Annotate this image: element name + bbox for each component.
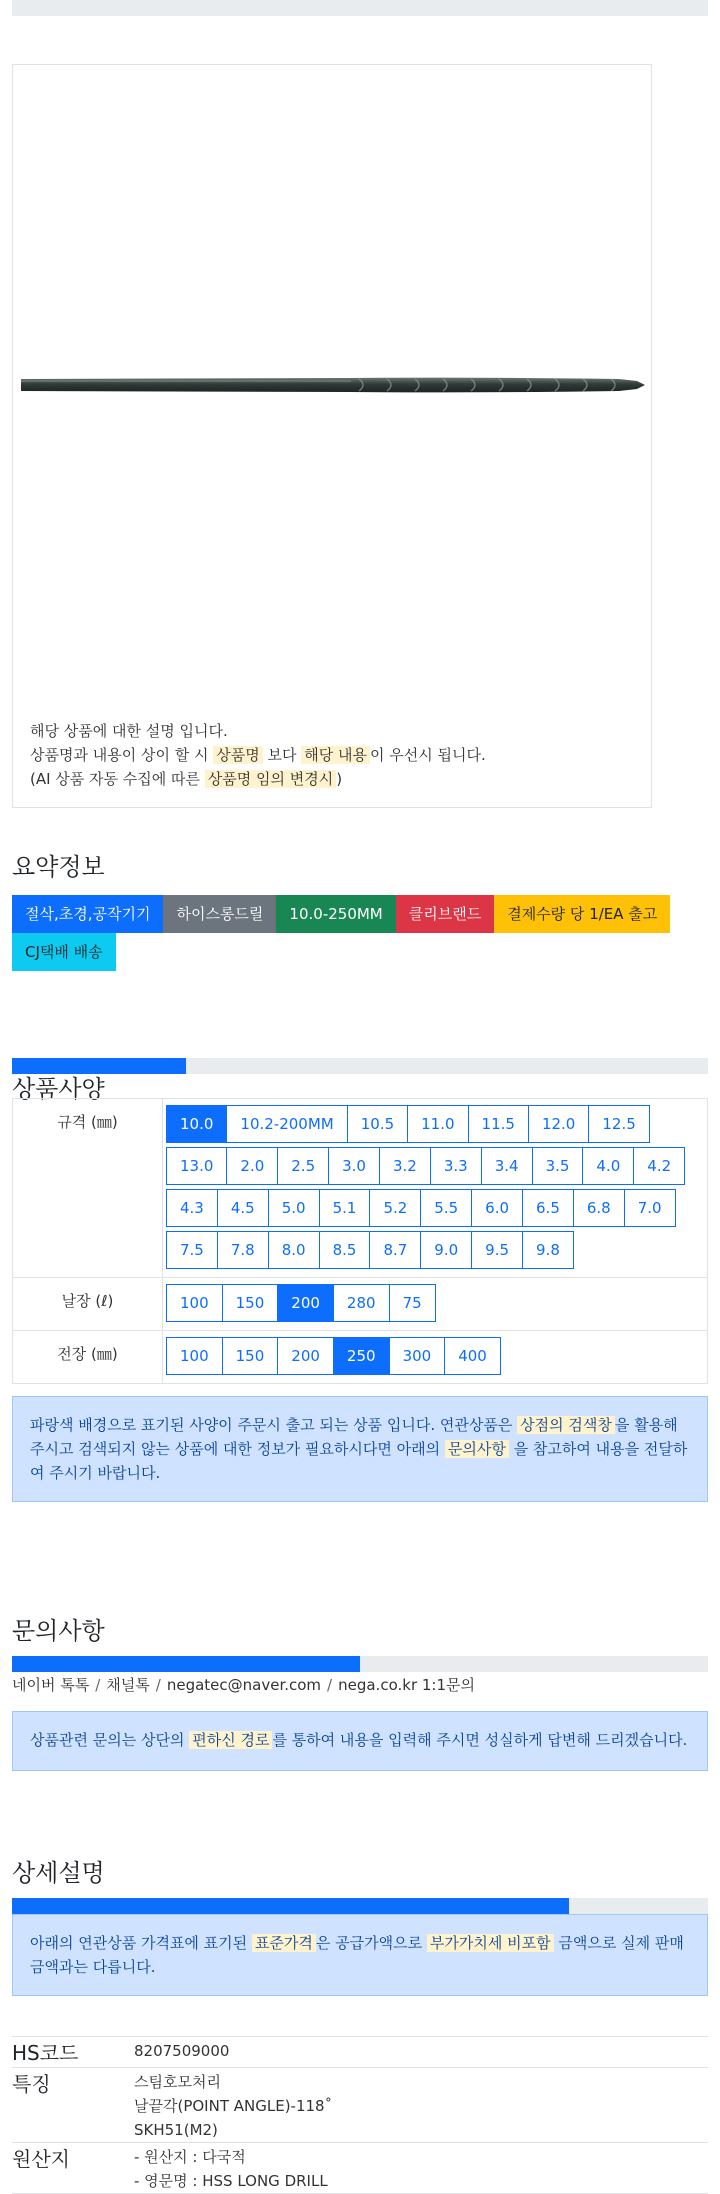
info-value-line: 스팀호모처리 bbox=[134, 2073, 221, 2091]
spec-option-button[interactable]: 5.2 bbox=[369, 1189, 421, 1227]
spec-title: 상품사양 bbox=[12, 1075, 105, 1103]
summary-badge: 10.0-250MM bbox=[276, 895, 395, 933]
spec-option-button[interactable]: 2.5 bbox=[277, 1147, 329, 1185]
spec-notice-text: 을 활용해 주시고 검색되지 않는 상품에 대한 정보가 필요하시다면 아래의 bbox=[30, 1416, 678, 1458]
spec-option-button[interactable]: 6.0 bbox=[471, 1189, 523, 1227]
info-table bbox=[12, 2036, 708, 2194]
info-key: 특징 bbox=[12, 2072, 51, 2096]
spec-label: 전장 (㎜) bbox=[13, 1331, 163, 1384]
summary-badge: 절삭,초경,공작기기 bbox=[12, 895, 163, 933]
spec-option-button[interactable]: 4.2 bbox=[633, 1147, 685, 1185]
detail-notice-text: 아래의 연관상품 가격표에 표기된 bbox=[30, 1934, 252, 1952]
info-value bbox=[134, 2037, 229, 2067]
spec-option-button[interactable]: 5.1 bbox=[319, 1189, 371, 1227]
spec-option-button[interactable]: 280 bbox=[333, 1284, 390, 1322]
spec-option-button[interactable]: 3.5 bbox=[532, 1147, 584, 1185]
summary-badges bbox=[12, 895, 712, 971]
contact-link[interactable]: 채널톡 bbox=[106, 1676, 150, 1694]
description-text: ) bbox=[336, 770, 343, 788]
spec-row bbox=[13, 1099, 708, 1278]
spec-option-button[interactable]: 5.0 bbox=[268, 1189, 320, 1227]
description-text: 보다 bbox=[262, 746, 302, 764]
contact-link[interactable]: nega.co.kr 1:1문의 bbox=[338, 1676, 475, 1694]
spec-row bbox=[13, 1331, 708, 1384]
contact-link[interactable]: negatec@naver.com bbox=[166, 1676, 322, 1694]
drill-image bbox=[19, 373, 645, 397]
info-row bbox=[12, 2143, 708, 2194]
info-key: 원산지 bbox=[12, 2147, 70, 2171]
detail-notice-text: 금액으로 실제 판매금액과는 다릅니다. bbox=[30, 1934, 684, 1976]
inquiry-notice-text: 상품관련 문의는 상단의 bbox=[30, 1731, 190, 1749]
summary-badge: CJ택배 배송 bbox=[12, 933, 116, 971]
inquiry-notice-text: 를 통하여 내용을 입력해 주시면 성실하게 답변해 드리겠습니다. bbox=[272, 1731, 688, 1749]
spec-notice-highlight: 문의사항 bbox=[445, 1440, 509, 1458]
spec-option-button[interactable]: 4.5 bbox=[217, 1189, 269, 1227]
spec-option-button[interactable]: 12.5 bbox=[588, 1105, 649, 1143]
description-highlight: 해당 내용 bbox=[301, 746, 370, 764]
description-highlight: 상품명 임의 변경시 bbox=[205, 770, 336, 788]
spec-notice bbox=[12, 1396, 708, 1502]
spec-option-button[interactable]: 8.5 bbox=[319, 1231, 371, 1269]
summary-badge: 결제수량 당 1/EA 출고 bbox=[494, 895, 670, 933]
spec-label: 규격 (㎜) bbox=[13, 1099, 163, 1278]
spec-label: 날장 (ℓ) bbox=[13, 1278, 163, 1331]
summary-badge: 하이스롱드릴 bbox=[163, 895, 276, 933]
contact-separator: / bbox=[327, 1676, 333, 1694]
inquiry-progress bbox=[12, 1656, 708, 1672]
description-text: 상품명과 내용이 상이 할 시 bbox=[30, 746, 214, 764]
spec-option-button[interactable]: 8.7 bbox=[369, 1231, 421, 1269]
spec-notice-text: 을 참고하여 내용을 전달하여 주시기 바랍니다. bbox=[30, 1440, 688, 1482]
spec-option-button[interactable]: 100 bbox=[166, 1337, 223, 1375]
spec-option-button[interactable]: 11.0 bbox=[407, 1105, 468, 1143]
spec-option-button[interactable]: 150 bbox=[222, 1284, 279, 1322]
info-row bbox=[12, 2037, 708, 2068]
info-value bbox=[134, 2068, 332, 2142]
spec-option-button[interactable]: 5.5 bbox=[420, 1189, 472, 1227]
spec-option-button[interactable]: 6.5 bbox=[522, 1189, 574, 1227]
contact-separator: / bbox=[155, 1676, 161, 1694]
summary-title: 요약정보 bbox=[12, 853, 105, 881]
description-text: (AI 상품 자동 수집에 따른 bbox=[30, 770, 205, 788]
spec-row bbox=[13, 1278, 708, 1331]
info-value-line: 날끝각(POINT ANGLE)-118˚ bbox=[134, 2097, 333, 2115]
contact-list bbox=[12, 1674, 475, 1695]
description-text: 이 우선시 됩니다. bbox=[369, 746, 486, 764]
spec-option-button[interactable]: 4.3 bbox=[166, 1189, 218, 1227]
spec-notice-highlight: 상점의 검색창 bbox=[517, 1416, 615, 1434]
product-description bbox=[30, 719, 486, 791]
detail-progress bbox=[12, 1898, 708, 1914]
spec-option-button[interactable]: 3.2 bbox=[379, 1147, 431, 1185]
description-text: 해당 상품에 대한 설명 입니다. bbox=[30, 722, 228, 740]
info-value-line: SKH51(M2) bbox=[134, 2121, 218, 2139]
description-line bbox=[30, 743, 486, 767]
spec-option-button[interactable]: 10.2-200MM bbox=[226, 1105, 347, 1143]
spec-option-button[interactable]: 13.0 bbox=[166, 1147, 227, 1185]
description-line bbox=[30, 767, 486, 791]
spec-option-button[interactable]: 9.8 bbox=[522, 1231, 574, 1269]
spec-notice-text: 파랑색 배경으로 표기된 사양이 주문시 출고 되는 상품 입니다. 연관상품은 bbox=[30, 1416, 518, 1434]
detail-notice bbox=[12, 1914, 708, 1996]
spec-option-button[interactable]: 150 bbox=[222, 1337, 279, 1375]
spec-option-button[interactable]: 200 bbox=[277, 1284, 334, 1322]
spec-option-button[interactable]: 11.5 bbox=[468, 1105, 529, 1143]
spec-option-button[interactable]: 200 bbox=[277, 1337, 334, 1375]
inquiry-title: 문의사항 bbox=[12, 1617, 105, 1645]
spec-option-button[interactable]: 250 bbox=[333, 1337, 390, 1375]
spec-option-button[interactable]: 3.3 bbox=[430, 1147, 482, 1185]
spec-option-button[interactable]: 10.0 bbox=[166, 1105, 227, 1143]
description-highlight: 상품명 bbox=[213, 746, 262, 764]
info-value-line: 8207509000 bbox=[134, 2042, 230, 2060]
spec-option-button[interactable]: 8.0 bbox=[268, 1231, 320, 1269]
spec-option-button[interactable]: 2.0 bbox=[226, 1147, 278, 1185]
description-line bbox=[30, 719, 486, 743]
spec-option-button[interactable]: 3.0 bbox=[328, 1147, 380, 1185]
spec-option-button[interactable]: 100 bbox=[166, 1284, 223, 1322]
spec-options bbox=[163, 1099, 708, 1278]
spec-options bbox=[163, 1278, 708, 1331]
spec-option-button[interactable]: 3.4 bbox=[481, 1147, 533, 1185]
info-value-line: - 영문명 : HSS LONG DRILL bbox=[134, 2172, 328, 2190]
spec-options bbox=[163, 1331, 708, 1384]
spec-option-button[interactable]: 400 bbox=[444, 1337, 501, 1375]
info-value bbox=[134, 2143, 328, 2193]
product-image-frame bbox=[12, 64, 652, 808]
spec-option-button[interactable]: 9.0 bbox=[420, 1231, 472, 1269]
contact-link[interactable]: 네이버 톡톡 bbox=[12, 1676, 90, 1694]
detail-title: 상세설명 bbox=[12, 1859, 105, 1887]
spec-option-button[interactable]: 4.0 bbox=[582, 1147, 634, 1185]
spec-option-button[interactable]: 9.5 bbox=[471, 1231, 523, 1269]
spec-option-button[interactable]: 300 bbox=[389, 1337, 446, 1375]
summary-badge: 클리브랜드 bbox=[396, 895, 494, 933]
info-value-line: - 원산지 : 다국적 bbox=[134, 2148, 246, 2166]
info-key: HS코드 bbox=[12, 2041, 79, 2065]
inquiry-notice-highlight: 편하신 경로 bbox=[189, 1731, 272, 1749]
spec-option-button[interactable]: 7.8 bbox=[217, 1231, 269, 1269]
contact-separator: / bbox=[95, 1676, 101, 1694]
info-row bbox=[12, 2068, 708, 2143]
top-progress-bar bbox=[12, 0, 708, 16]
spec-option-button[interactable]: 75 bbox=[389, 1284, 436, 1322]
spec-option-button[interactable]: 12.0 bbox=[528, 1105, 589, 1143]
spec-option-button[interactable]: 7.0 bbox=[624, 1189, 676, 1227]
detail-notice-text: 은 공급가액으로 bbox=[315, 1934, 427, 1952]
spec-option-button[interactable]: 10.5 bbox=[347, 1105, 408, 1143]
detail-notice-highlight: 부가가치세 비포함 bbox=[427, 1934, 554, 1952]
spec-table bbox=[12, 1098, 708, 1384]
detail-notice-highlight: 표준가격 bbox=[252, 1934, 316, 1952]
spec-progress bbox=[12, 1058, 708, 1074]
inquiry-notice bbox=[12, 1711, 708, 1771]
spec-option-button[interactable]: 6.8 bbox=[573, 1189, 625, 1227]
spec-option-button[interactable]: 7.5 bbox=[166, 1231, 218, 1269]
